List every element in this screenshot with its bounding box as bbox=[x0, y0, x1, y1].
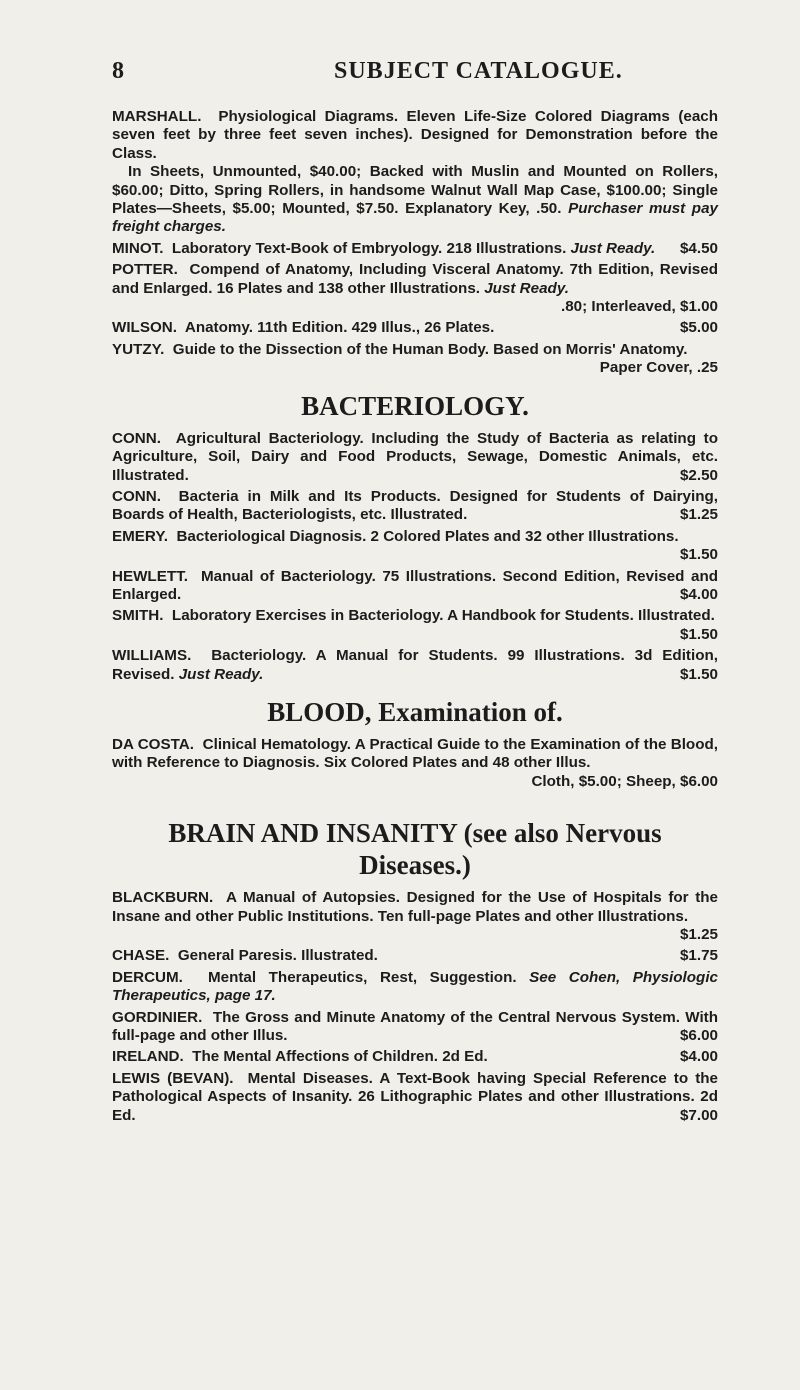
section-anatomy-continued bbox=[112, 108, 718, 378]
entry-author: HEWLETT. bbox=[112, 567, 188, 585]
entry-note: Purchaser must pay freight charges. bbox=[112, 200, 718, 236]
entry-price: $7.00 bbox=[679, 1106, 718, 1124]
entry-note: Just Ready. bbox=[570, 239, 656, 257]
entry-text: General Paresis. Illustrated. bbox=[177, 947, 378, 965]
entry-minot bbox=[112, 240, 718, 258]
entry-price: $4.50 bbox=[679, 239, 718, 257]
entry-author: LEWIS (BEVAN). bbox=[112, 1069, 234, 1087]
entry-text: Compend of Anatomy, Including Visceral Anatomy. 7th Edition, Revised and Enlarged. 16 Plates and 138 other Illustrations. bbox=[112, 261, 718, 297]
entry-ireland bbox=[112, 1048, 718, 1066]
section-heading: BACTERIOLOGY. bbox=[301, 390, 529, 421]
entry-price: $4.00 bbox=[679, 1048, 718, 1066]
entry-marshall bbox=[112, 108, 718, 237]
entry-text: Bacteria in Milk and Its Products. Designed for Students of Dairying, Boards of Health, Bacteriologists, etc. Illustrated. bbox=[112, 487, 718, 524]
entry-conn-milk bbox=[112, 488, 718, 525]
entry-text: Laboratory Text-Book of Embryology. 218 Illustrations. bbox=[171, 239, 567, 257]
entry-author: WILSON. bbox=[112, 319, 177, 337]
entry-hewlett bbox=[112, 568, 718, 605]
entry-author: CONN. bbox=[112, 429, 161, 447]
entry-price: $5.00 bbox=[679, 319, 718, 337]
entry-text: Mental Therapeutics, Rest, Suggestion. bbox=[208, 968, 517, 986]
entry-smith bbox=[112, 607, 718, 644]
entry-text: Guide to the Dissection of the Human Body. Based on Morris' Anatomy. bbox=[172, 340, 688, 358]
entry-text: Manual of Bacteriology. 75 Illustrations. Second Edition, Revised and Enlarged. bbox=[112, 567, 718, 603]
entry-author: BLACKBURN. bbox=[112, 889, 214, 907]
entry-potter bbox=[112, 261, 718, 316]
entry-author: MINOT. bbox=[112, 239, 164, 257]
entry-price: $1.25 bbox=[679, 506, 718, 524]
catalogue-page bbox=[0, 52, 800, 1390]
entry-text: Anatomy. 11th Edition. 429 Illus., 26 Plates. bbox=[184, 319, 495, 337]
entry-text: Mental Diseases. A Text-Book having Special Reference to the Pathological Aspects of Insanity. 26 Lithographic Plates and other Illustrations. 2d Ed. bbox=[112, 1069, 718, 1124]
entry-price: $1.50 bbox=[679, 625, 718, 643]
entry-text: Agricultural Bacteriology. Including the Study of Bacteria as relating to Agriculture, Soil, Dairy and Food Products, Sewage, Domestic Animals, etc. Illustrated. bbox=[112, 429, 718, 484]
entry-note: Just Ready. bbox=[484, 279, 569, 297]
entry-blackburn bbox=[112, 889, 718, 944]
entry-author: CHASE. bbox=[112, 947, 170, 965]
entry-lewis bbox=[112, 1070, 718, 1125]
entry-author: EMERY. bbox=[112, 527, 168, 545]
entry-price: $1.50 bbox=[679, 546, 718, 564]
entry-yutzy bbox=[112, 341, 718, 378]
entry-author: WILLIAMS. bbox=[112, 647, 192, 665]
entry-price: $6.00 bbox=[679, 1027, 718, 1045]
section-heading: BLOOD, Examination of. bbox=[267, 696, 563, 727]
entry-price: .80; Interleaved, $1.00 bbox=[560, 298, 718, 316]
entry-text: Bacteriology. A Manual for Students. 99 Illustrations. 3d Edition, Revised. bbox=[112, 647, 718, 683]
page-title: SUBJECT CATALOGUE. bbox=[334, 58, 623, 84]
entry-author: CONN. bbox=[112, 487, 161, 505]
entry-conn-agricultural bbox=[112, 430, 718, 485]
entry-price: $1.50 bbox=[679, 665, 718, 683]
entry-price: Paper Cover, .25 bbox=[599, 359, 718, 377]
entry-price: $1.25 bbox=[679, 926, 718, 943]
entry-author: GORDINIER. bbox=[112, 1008, 203, 1026]
entry-williams bbox=[112, 647, 718, 684]
entry-text: The Gross and Minute Anatomy of the Central Nervous System. With full-page and other Illus. bbox=[112, 1008, 718, 1045]
entry-author: YUTZY. bbox=[112, 340, 165, 358]
section-blood bbox=[112, 696, 718, 791]
section-brain-insanity bbox=[112, 817, 718, 1125]
entry-author: DERCUM. bbox=[112, 968, 183, 986]
entry-wilson bbox=[112, 319, 718, 337]
entry-note: See Cohen, Physiologic Therapeutics, page 17. bbox=[112, 968, 718, 1005]
entry-author: POTTER. bbox=[112, 261, 178, 279]
entry-price: $4.00 bbox=[679, 585, 718, 603]
section-heading: BRAIN AND INSANITY (see also Nervous Diseases.) bbox=[168, 818, 662, 881]
entry-note: Just Ready. bbox=[178, 665, 264, 683]
entry-author: SMITH. bbox=[112, 607, 164, 625]
entry-text-continued: In Sheets, Unmounted, $40.00; Backed with Muslin and Mounted on Rollers, $60.00; Ditto, Spring Rollers, in handsome Walnut Wall Map Case, $100.00; Single Plates—Sheets, $5.00; Mounted, $7.50. Explanatory Key, .50. bbox=[112, 163, 718, 218]
running-head bbox=[112, 52, 718, 86]
entry-author: DA COSTA. bbox=[112, 735, 194, 753]
entry-author: MARSHALL. bbox=[112, 108, 202, 125]
section-bacteriology bbox=[112, 390, 718, 684]
entry-price: Cloth, $5.00; Sheep, $6.00 bbox=[531, 772, 718, 790]
entry-emery bbox=[112, 528, 718, 565]
entry-author: IRELAND. bbox=[112, 1048, 184, 1066]
entry-text: A Manual of Autopsies. Designed for the Use of Hospitals for the Insane and other Public Institutions. Ten full-page Plates and other Illustrations. bbox=[112, 889, 718, 925]
page-number: 8 bbox=[112, 58, 125, 84]
entry-text: Clinical Hematology. A Practical Guide to the Examination of the Blood, with Reference to Diagnosis. Six Colored Plates and 48 other Illus. bbox=[112, 735, 718, 772]
entry-text: The Mental Affections of Children. 2d Ed. bbox=[192, 1048, 488, 1066]
entry-dercum bbox=[112, 969, 718, 1006]
entry-da-costa bbox=[112, 736, 718, 791]
entry-text: Laboratory Exercises in Bacteriology. A Handbook for Students. Illustrated. bbox=[171, 607, 715, 625]
entry-chase bbox=[112, 947, 718, 965]
entry-text: Bacteriological Diagnosis. 2 Colored Plates and 32 other Illustrations. bbox=[176, 527, 679, 545]
entry-price: $2.50 bbox=[679, 466, 718, 484]
entry-price: $1.75 bbox=[679, 947, 718, 965]
entry-text: Physiological Diagrams. Eleven Life-Size Colored Diagrams (each seven feet by three feet seven inches). Designed for Demonstration before the Class. bbox=[112, 108, 718, 162]
entry-gordinier bbox=[112, 1009, 718, 1046]
